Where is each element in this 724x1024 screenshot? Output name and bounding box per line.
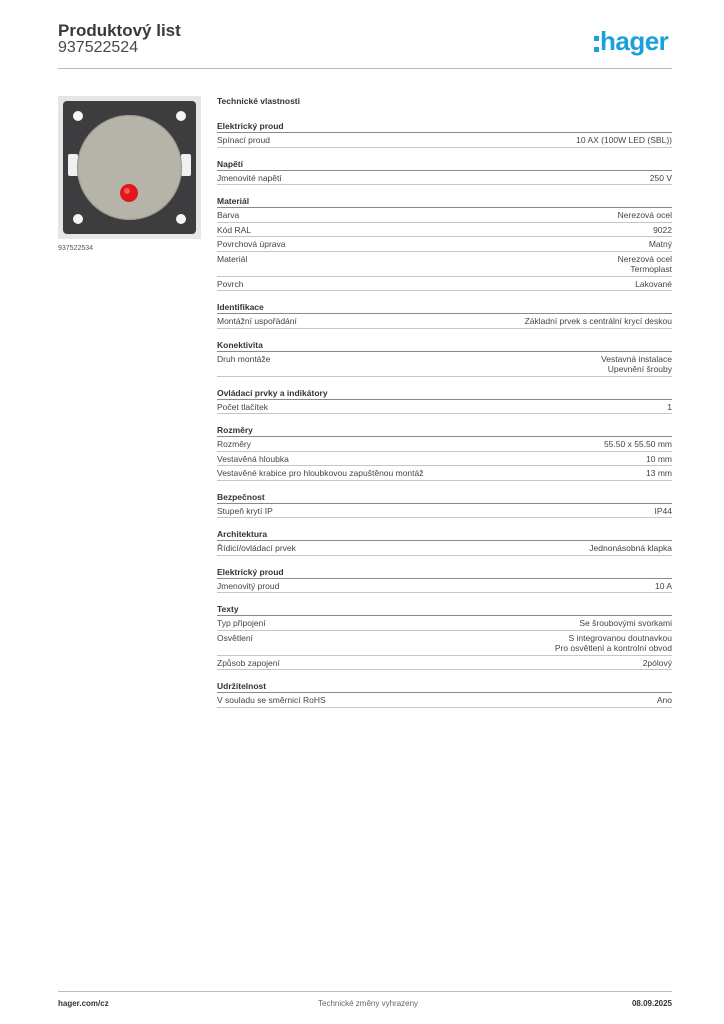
spec-value: [579, 618, 672, 629]
spec-value-line: 10 AX (100W LED (SBL)): [576, 135, 672, 145]
spec-label: Stupeň krytí IP: [217, 505, 273, 516]
spec-row: [217, 223, 672, 238]
spec-value-line: Základní prvek s centrální krycí deskou: [524, 316, 672, 326]
spec-value: [555, 633, 672, 654]
spec-value: [646, 468, 672, 479]
spec-value: [655, 506, 673, 517]
specs-heading: Technické vlastnosti: [217, 96, 300, 106]
product-number: 937522524: [58, 39, 139, 56]
socket-switch-illustration: [58, 96, 201, 239]
spec-value: [649, 239, 672, 250]
spec-value-line: Se šroubovými svorkami: [579, 618, 672, 628]
spec-row: [217, 133, 672, 148]
spec-row: [217, 631, 672, 656]
spec-label: Barva: [217, 210, 240, 220]
spec-group: [217, 424, 672, 481]
spec-row: [217, 656, 672, 671]
spec-value: [667, 402, 672, 413]
spec-value-line: 1: [667, 401, 672, 412]
spec-group-title: Bezpečnost: [217, 491, 672, 504]
spec-value: [618, 210, 672, 221]
spec-row: [217, 693, 672, 708]
spec-value-line: Pro osvětlení a kontrolní obvod: [554, 643, 672, 653]
spec-label: Montážní uspořádání: [217, 316, 297, 326]
footer-date: 08.09.2025: [631, 999, 672, 1008]
spec-value-line: 2pólový: [642, 657, 672, 668]
product-image: [58, 96, 201, 239]
technical-specs: [217, 96, 672, 718]
spec-row: [217, 616, 672, 631]
spec-group: [217, 566, 672, 594]
spec-row: [217, 504, 672, 519]
spec-label: V souladu se směrnicí RoHS: [217, 695, 326, 705]
spec-value: [618, 254, 672, 275]
spec-value-line: Vestavná instalace: [601, 353, 672, 364]
spec-label: Spínací proud: [217, 135, 270, 145]
spec-label: Jmenovitý proud: [217, 580, 280, 591]
spec-value-line: 10 mm: [646, 453, 672, 464]
spec-row: [217, 277, 672, 292]
logo-colon-mark: [594, 36, 599, 52]
spec-label: Vestavěné krabice pro hloubkovou zapuštěnou montáž: [217, 468, 424, 478]
spec-label: Rozměry: [217, 439, 252, 449]
spec-value: [655, 581, 672, 592]
spec-group: [217, 528, 672, 556]
header-divider: [58, 68, 672, 69]
spec-value-line: Upevnění šrouby: [607, 364, 672, 374]
spec-group: [217, 158, 672, 186]
spec-label: Vestavěná hloubka: [217, 453, 289, 464]
spec-value: [653, 225, 672, 236]
spec-row: [217, 400, 672, 415]
spec-group-title: Udržitelnost: [217, 680, 672, 693]
spec-group: [217, 195, 672, 291]
footer-notice: Technické změny vyhrazeny: [318, 999, 419, 1008]
spec-value: [657, 695, 672, 706]
spec-value-line: Nerezová ocel: [617, 253, 672, 264]
spec-value: [525, 316, 672, 327]
spec-group-title: Texty: [217, 603, 672, 616]
spec-group: [217, 491, 672, 519]
spec-value-line: Matný: [648, 239, 672, 249]
spec-value: [646, 454, 672, 465]
spec-row: [217, 237, 672, 252]
spec-group: [217, 603, 672, 670]
spec-group-title: Elektrický proud: [217, 566, 672, 579]
spec-label: Druh montáže: [217, 353, 271, 364]
spec-label: Materiál: [217, 253, 248, 264]
spec-group: [217, 339, 672, 377]
spec-value: [650, 173, 672, 184]
spec-value-line: 9022: [653, 224, 672, 235]
spec-group: [217, 387, 672, 415]
spec-row: [217, 466, 672, 481]
spec-value-line: Nerezová ocel: [617, 210, 672, 220]
spec-row: [217, 314, 672, 329]
spec-row: [217, 208, 672, 223]
spec-label: Počet tlačítek: [217, 401, 269, 412]
spec-group: [217, 680, 672, 708]
spec-group-title: Identifikace: [217, 301, 672, 314]
spec-value-line: 250 V: [649, 172, 672, 183]
footer-website[interactable]: hager.com/cz: [58, 999, 109, 1008]
spec-row: [217, 579, 672, 594]
spec-label: Povrchová úprava: [217, 239, 286, 249]
spec-group-title: Materiál: [217, 195, 672, 208]
spec-value: [589, 543, 672, 554]
spec-row: [217, 352, 672, 377]
spec-group-title: Rozměry: [217, 424, 672, 437]
spec-value: [576, 135, 672, 146]
spec-group-title: Elektrický proud: [217, 120, 672, 133]
spec-row: [217, 171, 672, 186]
spec-value: [643, 658, 672, 669]
spec-value: [635, 279, 672, 290]
hager-logo: [594, 28, 668, 54]
spec-value-line: Termoplast: [630, 264, 672, 274]
spec-group-title: Konektivita: [217, 339, 672, 352]
logo-text: hager: [600, 26, 669, 56]
spec-value-line: S integrovanou doutnavkou: [568, 632, 672, 643]
spec-row: [217, 452, 672, 467]
spec-group-title: Architektura: [217, 528, 672, 541]
spec-label: Povrch: [217, 278, 244, 289]
spec-value-line: Jednonásobná klapka: [589, 543, 672, 553]
spec-value: [601, 354, 672, 375]
spec-group: [217, 120, 672, 148]
product-image-caption: 937522534: [58, 245, 94, 252]
spec-value-line: Ano: [656, 695, 672, 705]
spec-group: [217, 301, 672, 329]
spec-value-line: Lakované: [635, 278, 672, 289]
page-title: Produktový list: [58, 21, 181, 40]
spec-label: Způsob zapojení: [217, 657, 280, 668]
spec-group-title: Napětí: [217, 158, 672, 171]
spec-value-line: 55.50 x 55.50 mm: [603, 439, 672, 449]
spec-row: [217, 541, 672, 556]
spec-groups: [217, 120, 672, 708]
spec-group-title: Ovládací prvky a indikátory: [217, 387, 672, 400]
spec-value-line: 10 A: [654, 580, 672, 591]
spec-value-line: IP44: [654, 505, 672, 516]
spec-label: Kód RAL: [217, 224, 252, 235]
spec-value: [604, 439, 672, 450]
spec-label: Osvětlení: [217, 632, 253, 643]
spec-row: [217, 252, 672, 277]
spec-label: Řídicí/ovládací prvek: [217, 543, 296, 553]
spec-label: Typ připojení: [217, 618, 266, 628]
spec-value-line: 13 mm: [646, 468, 672, 478]
footer-divider: [58, 991, 672, 992]
spec-row: [217, 437, 672, 452]
spec-label: Jmenovité napětí: [217, 172, 282, 183]
